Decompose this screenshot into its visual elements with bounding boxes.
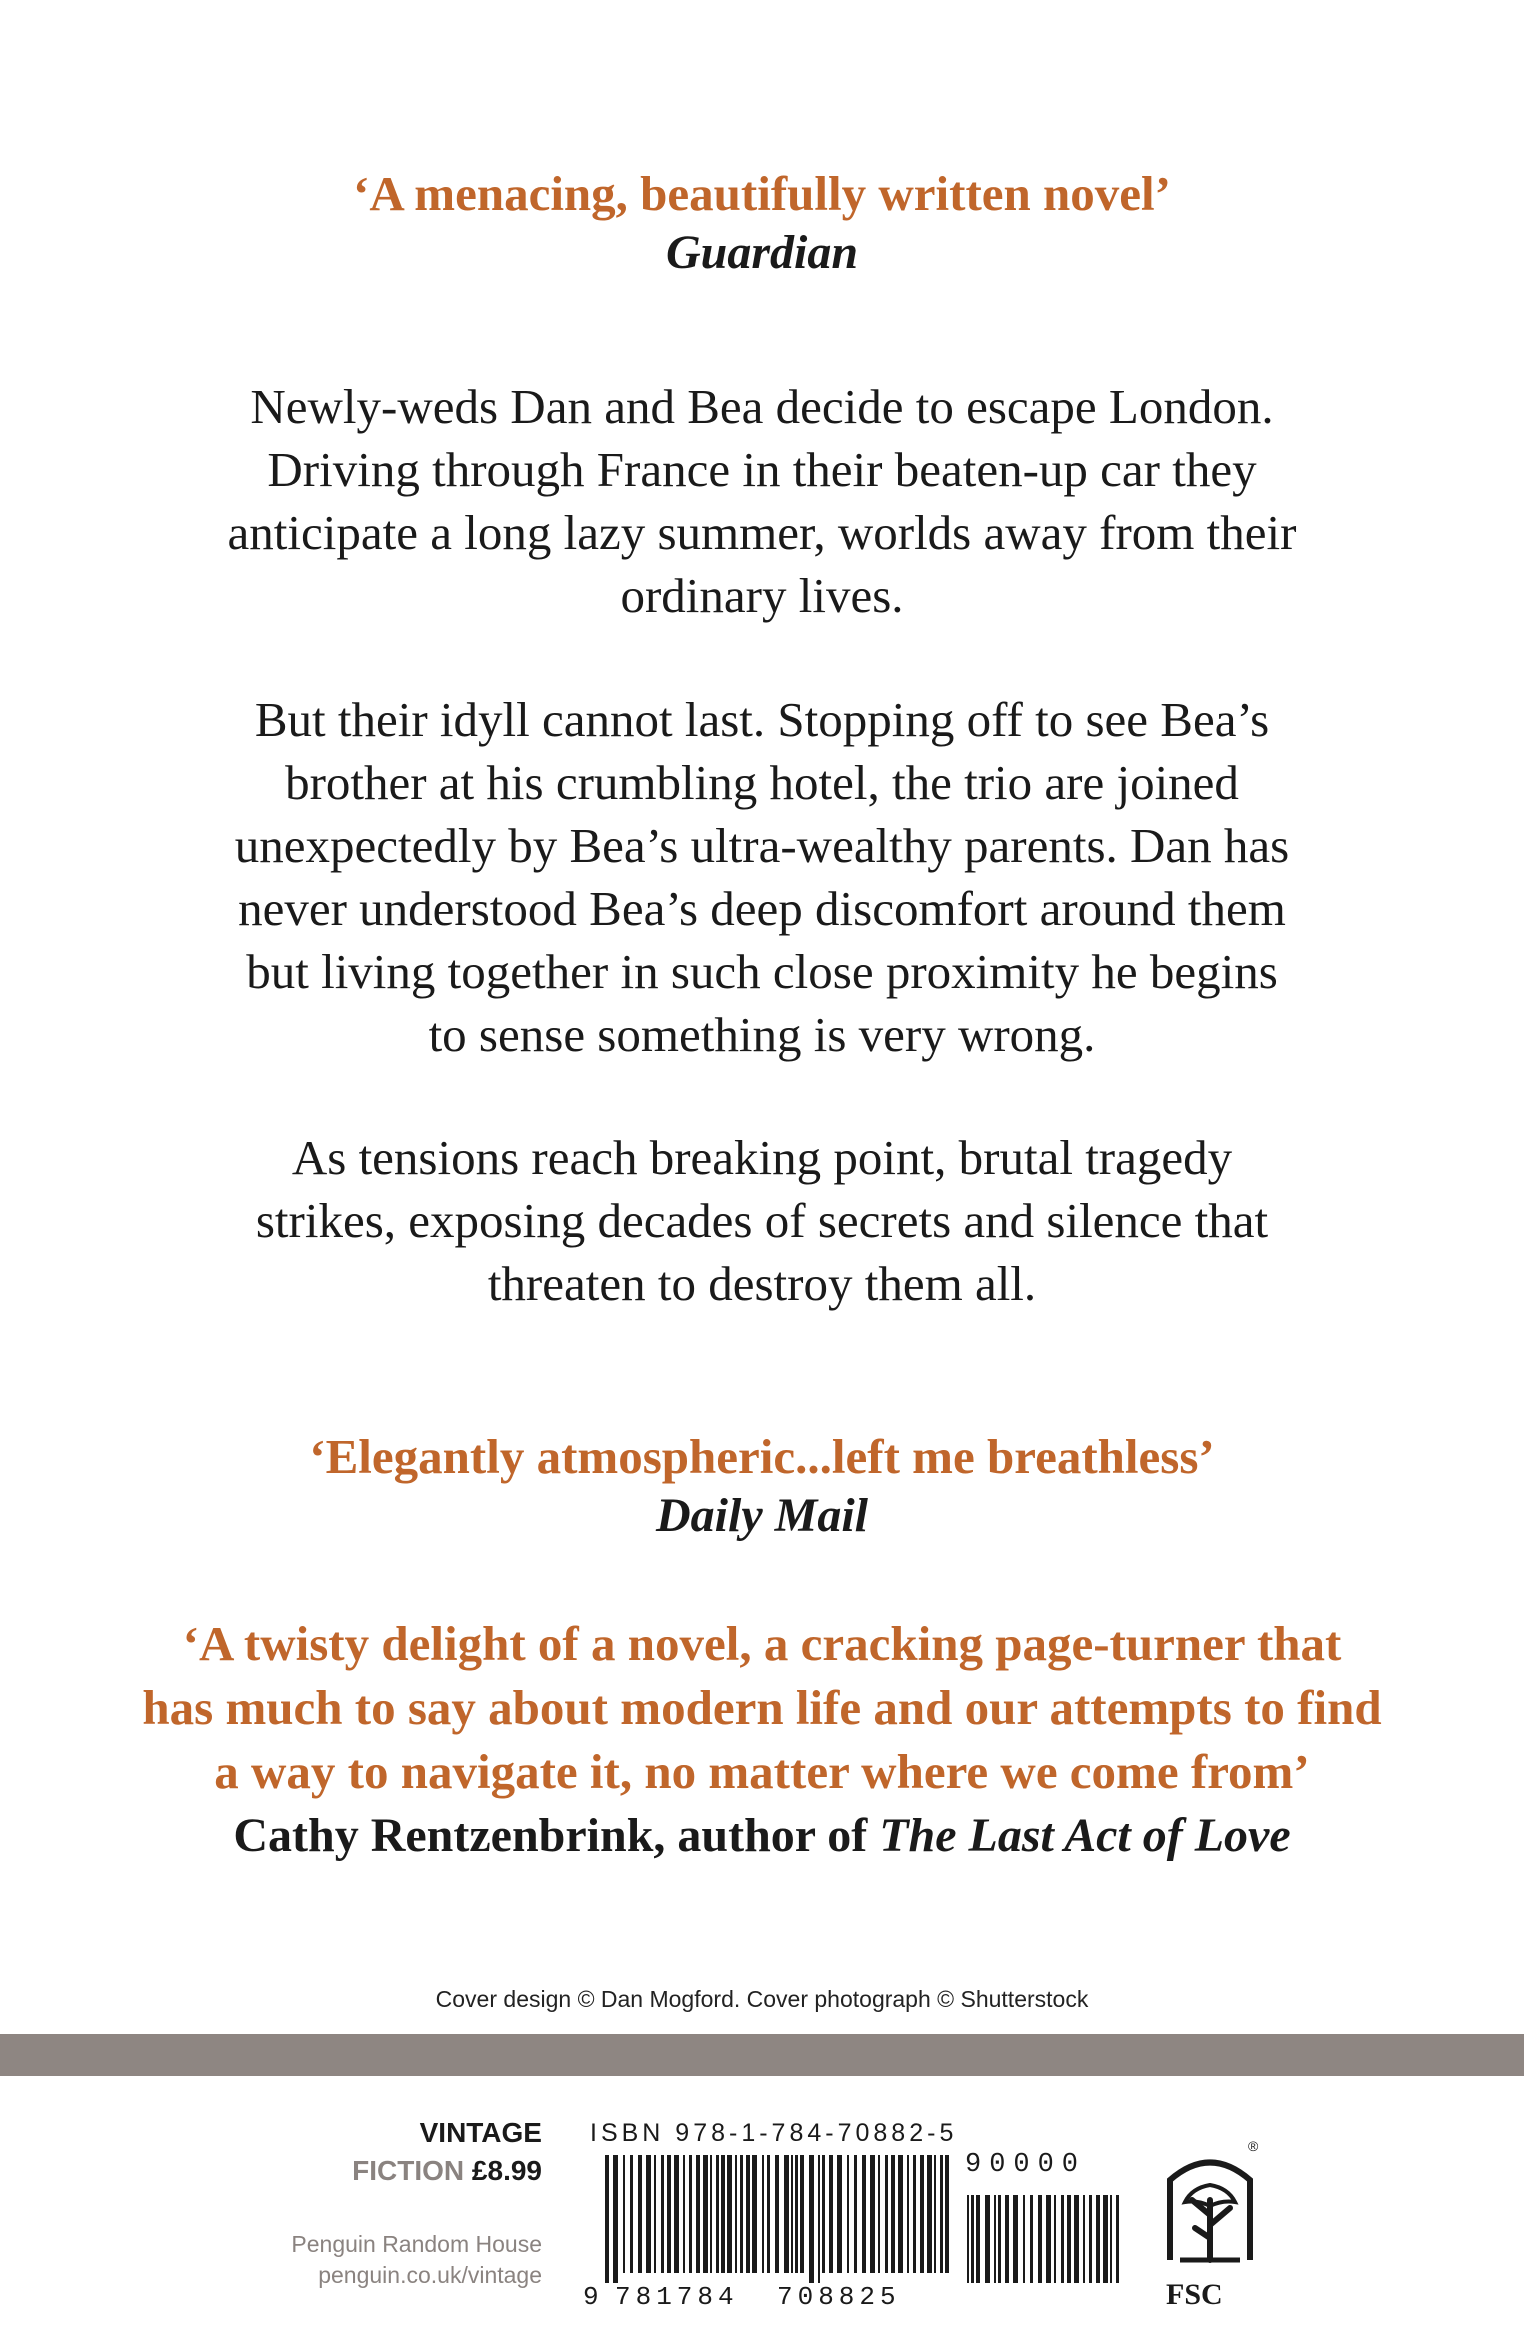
barcode-bar (878, 2155, 880, 2273)
barcode-bar (667, 2155, 671, 2273)
imprint-label: VINTAGE (419, 2117, 542, 2148)
blurb-line: Newly-weds Dan and Bea decide to escape London. (250, 379, 1274, 434)
barcode-bar (998, 2195, 1001, 2283)
barcode-bar (809, 2155, 814, 2283)
barcode-bar (613, 2155, 618, 2283)
isbn-text: ISBN 978-1-784-70882-5 (590, 2119, 958, 2147)
category-price (352, 2155, 542, 2187)
barcode-digits-left: 781784 (615, 2282, 739, 2312)
barcode-bar (654, 2155, 656, 2273)
barcode-bar (913, 2155, 916, 2273)
barcode-bar (1038, 2195, 1042, 2283)
blurb-line: but living together in such close proximity he begins (246, 944, 1278, 999)
barcode-bar (767, 2155, 770, 2273)
quote-line: has much to say about modern life and our attempts to find (142, 1680, 1382, 1735)
barcode-bar (1116, 2195, 1119, 2283)
barcode-bar (822, 2155, 825, 2273)
cover-credit: Cover design © Dan Mogford. Cover photograph © Shutterstock (435, 1986, 1089, 2012)
barcode-bar (683, 2155, 685, 2273)
barcode-bar (945, 2155, 949, 2273)
barcode-bar (891, 2155, 895, 2273)
barcode-bar (605, 2155, 609, 2283)
barcode-bar (854, 2155, 857, 2273)
review-quote-3 (100, 1612, 1424, 1804)
barcode-bar (934, 2155, 936, 2273)
blurb-line: anticipate a long lazy summer, worlds away from their (227, 505, 1297, 560)
barcode-bar (735, 2155, 737, 2273)
blurb-line: strikes, exposing decades of secrets and silence that (255, 1193, 1269, 1248)
barcode-bar (775, 2155, 779, 2273)
divider-band (0, 2034, 1524, 2076)
barcode-bar (746, 2155, 750, 2273)
barcode-bar (1110, 2195, 1112, 2283)
barcode-bar (623, 2155, 625, 2273)
barcode-bar (920, 2155, 924, 2273)
barcode-bar (630, 2155, 633, 2273)
barcode-bar (638, 2155, 642, 2273)
barcode-bar (784, 2155, 789, 2273)
blurb-paragraph-3 (160, 1126, 1364, 1315)
barcode-bar (1096, 2195, 1100, 2283)
barcode-bar (1103, 2195, 1108, 2283)
barcode-bar (829, 2155, 833, 2273)
barcode-bar (689, 2155, 692, 2273)
barcode-bar (721, 2155, 725, 2273)
blurb-line: threaten to destroy them all. (487, 1256, 1037, 1311)
barcode-bar (762, 2155, 764, 2273)
source-author: Cathy Rentzenbrink, author of (233, 1809, 880, 1862)
quote-line: ‘A twisty delight of a novel, a cracking page-turner that (182, 1616, 1342, 1671)
barcode-bar (1083, 2195, 1085, 2283)
barcode-bar (727, 2155, 732, 2273)
blurb-line: Driving through France in their beaten-up car they (267, 442, 1257, 497)
blurb-line: never understood Bea’s deep discomfort around them (238, 881, 1286, 936)
barcode-bar (661, 2155, 664, 2273)
price-label: £8.99 (471, 2155, 542, 2186)
blurb-line: But their idyll cannot last. Stopping off to see Bea’s (254, 692, 1270, 747)
barcode-bar (1030, 2195, 1033, 2283)
barcode-bar (716, 2155, 719, 2273)
publisher-url: penguin.co.uk/vintage (318, 2262, 542, 2288)
blurb-line: to sense something is very wrong. (428, 1007, 1096, 1062)
barcode-bar (740, 2155, 743, 2273)
fsc-label: FSC (1166, 2278, 1223, 2311)
fsc-registered-mark: ® (1248, 2138, 1259, 2154)
barcode-bar (795, 2155, 798, 2273)
barcode-bar (1089, 2195, 1092, 2283)
barcode-digits-right: 708825 (777, 2282, 901, 2312)
barcode-bar (907, 2155, 909, 2273)
blurb-paragraph-2 (160, 688, 1364, 1066)
barcode-bar (885, 2155, 888, 2273)
blurb-line: As tensions reach breaking point, brutal tragedy (291, 1130, 1233, 1185)
barcode-lead-digit: 9 (583, 2282, 599, 2312)
barcode-bar (927, 2155, 932, 2273)
barcode-bar (985, 2195, 990, 2283)
barcode-bar (862, 2155, 866, 2273)
barcode-bar (1054, 2195, 1056, 2283)
barcode-bar (710, 2155, 712, 2273)
review-source-2: Daily Mail (656, 1489, 868, 1542)
barcode-bar (837, 2155, 842, 2273)
publisher-house: Penguin Random House (291, 2231, 542, 2257)
barcode-bar (818, 2155, 820, 2283)
blurb-line: ordinary lives. (620, 568, 904, 623)
barcode-bar (1023, 2195, 1025, 2283)
quote-line: a way to navigate it, no matter where we come from’ (214, 1744, 1310, 1799)
barcode-bar (1067, 2195, 1071, 2283)
barcode-bar (791, 2155, 793, 2273)
barcode-bar (898, 2155, 903, 2273)
barcode-bar (674, 2155, 679, 2273)
barcode-bar (1013, 2195, 1018, 2283)
barcode-bar (800, 2155, 804, 2273)
barcode-bar (967, 2195, 969, 2283)
barcode-bar (1046, 2195, 1051, 2283)
barcode-bar (696, 2155, 700, 2273)
barcode-bar (976, 2195, 980, 2283)
blurb-line: unexpectedly by Bea’s ultra-wealthy parents. Dan has (234, 818, 1290, 873)
source-book-title: The Last Act of Love (879, 1809, 1291, 1862)
barcode-bar (1074, 2195, 1079, 2283)
barcode-bar (1005, 2195, 1009, 2283)
barcode-bar (940, 2155, 943, 2273)
barcode-bar (646, 2155, 651, 2273)
category-label: FICTION (352, 2155, 465, 2186)
review-source-3 (0, 1805, 1524, 1867)
barcode-bar (703, 2155, 708, 2273)
barcode-bar (752, 2155, 757, 2273)
barcode-bar (994, 2195, 996, 2283)
blurb-paragraph-1 (160, 375, 1364, 627)
review-quote-2: ‘Elegantly atmospheric...left me breathless’ (309, 1429, 1215, 1484)
barcode-bar (870, 2155, 875, 2273)
barcode-addon-digits: 90000 (965, 2150, 1087, 2180)
blurb-line: brother at his crumbling hotel, the trio are joined (285, 755, 1239, 810)
barcode-bar (847, 2155, 849, 2273)
review-quote-1: ‘A menacing, beautifully written novel’ (353, 166, 1171, 221)
barcode-bar (1061, 2195, 1064, 2283)
review-source-1: Guardian (665, 226, 859, 279)
barcode-bar (971, 2195, 974, 2283)
